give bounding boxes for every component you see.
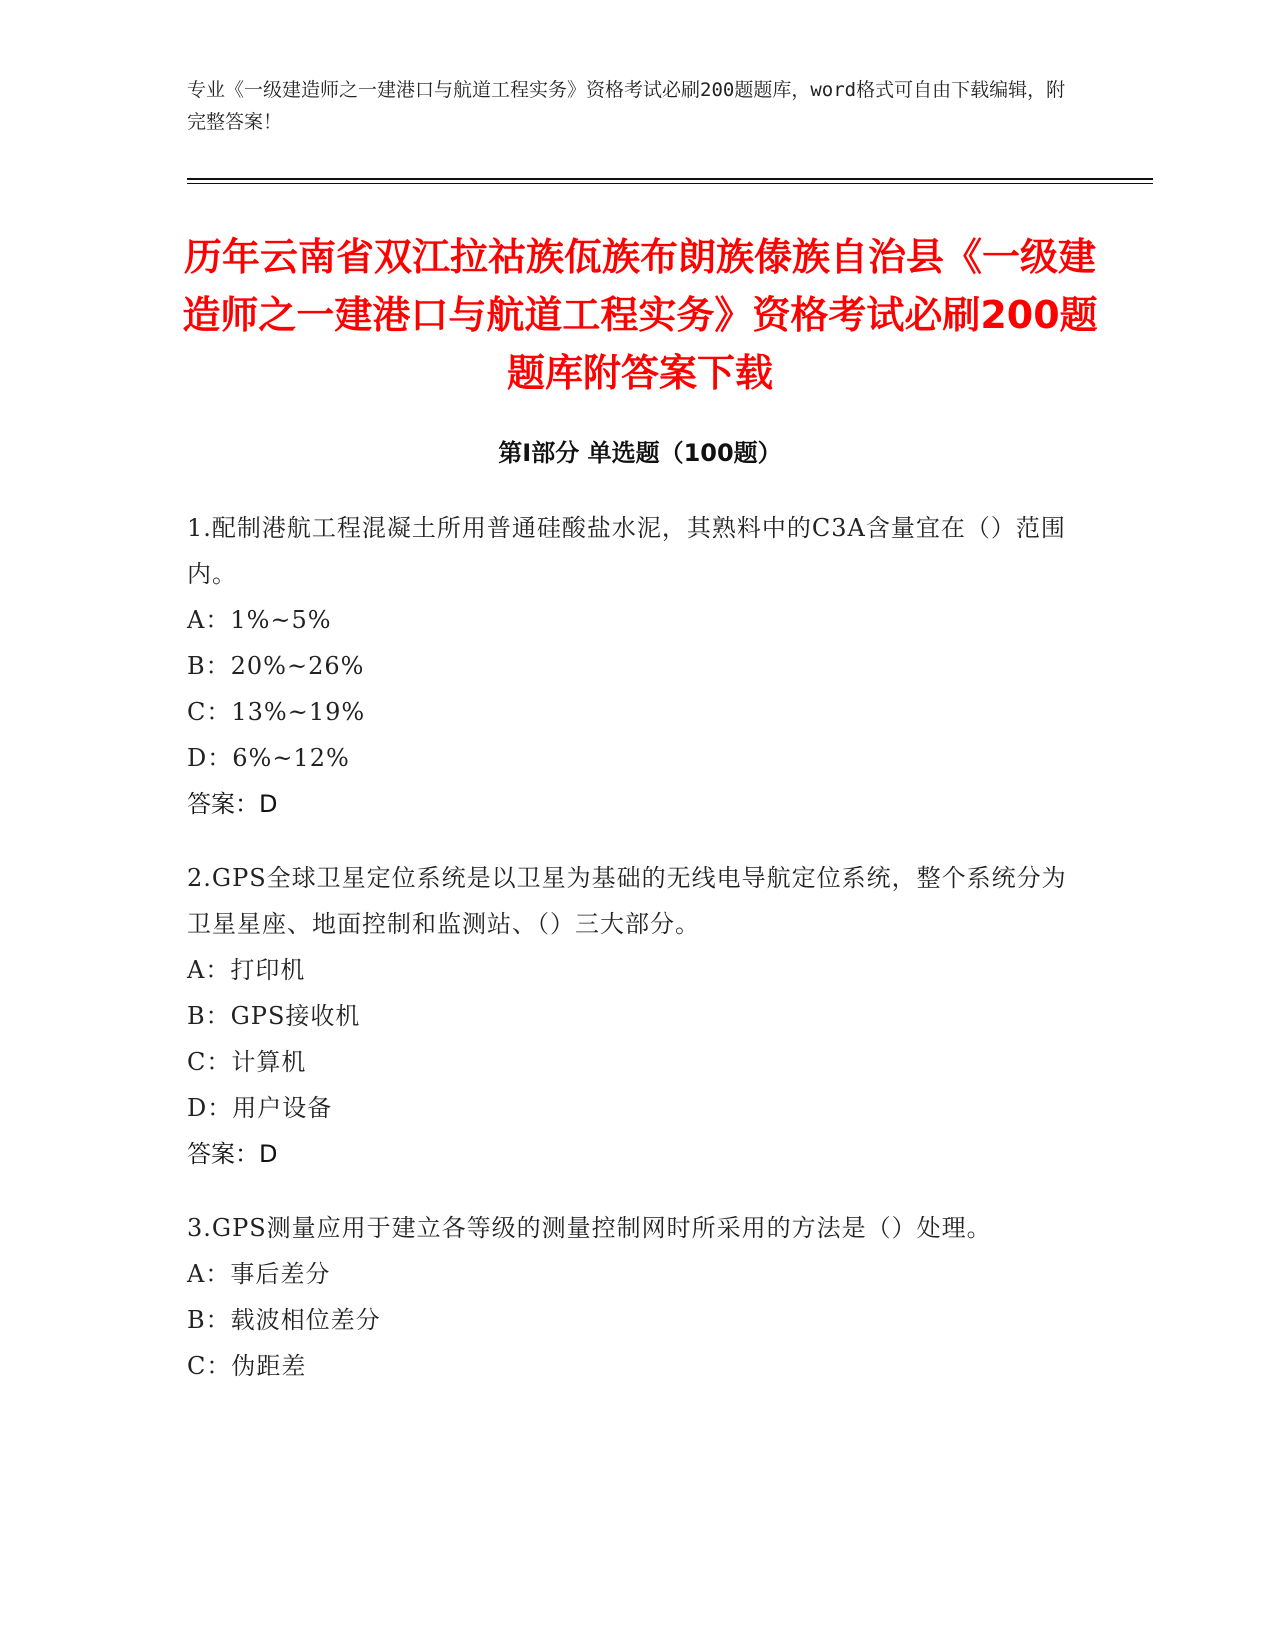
option-b: B：载波相位差分 <box>187 1306 381 1334</box>
question-stem: 1.配制港航工程混凝土所用普通硅酸盐水泥，其熟料中的C3A含量宜在（）范围内。 <box>187 514 1066 588</box>
option-a: A：打印机 <box>187 956 306 984</box>
header-divider-thick <box>187 178 1153 180</box>
option-b: B：GPS接收机 <box>187 1002 361 1030</box>
option-b: B：20%~26% <box>187 652 365 680</box>
header-note: 专业《一级建造师之一建港口与航道工程实务》资格考试必刷200题题库，word格式可自由下载编辑，附完整答案！ <box>187 79 1066 133</box>
document-title: 历年云南省双江拉祜族佤族布朗族傣族自治县《一级建造师之一建港口与航道工程实务》资格考试必刷200题题库附答案下载 <box>182 235 1098 395</box>
option-a: A：1%~5% <box>187 606 332 634</box>
section-title: 第Ⅰ部分 单选题（100题） <box>498 439 782 467</box>
answer: 答案：D <box>187 1140 278 1168</box>
option-d: D：用户设备 <box>187 1094 333 1122</box>
option-c: C：13%~19% <box>187 698 366 726</box>
answer: 答案：D <box>187 790 278 818</box>
option-a: A：事后差分 <box>187 1260 331 1288</box>
question-stem: 3.GPS测量应用于建立各等级的测量控制网时所采用的方法是（）处理。 <box>187 1214 992 1242</box>
option-c: C：伪距差 <box>187 1352 307 1380</box>
question-2 <box>187 855 1087 1177</box>
question-3 <box>187 1205 1087 1389</box>
question-stem: 2.GPS全球卫星定位系统是以卫星为基础的无线电导航定位系统，整个系统分为卫星星座、地面控制和监测站、（）三大部分。 <box>187 864 1067 938</box>
option-d: D：6%~12% <box>187 744 350 772</box>
option-c: C：计算机 <box>187 1048 307 1076</box>
question-1 <box>187 505 1087 827</box>
header-divider-thin <box>187 183 1153 184</box>
